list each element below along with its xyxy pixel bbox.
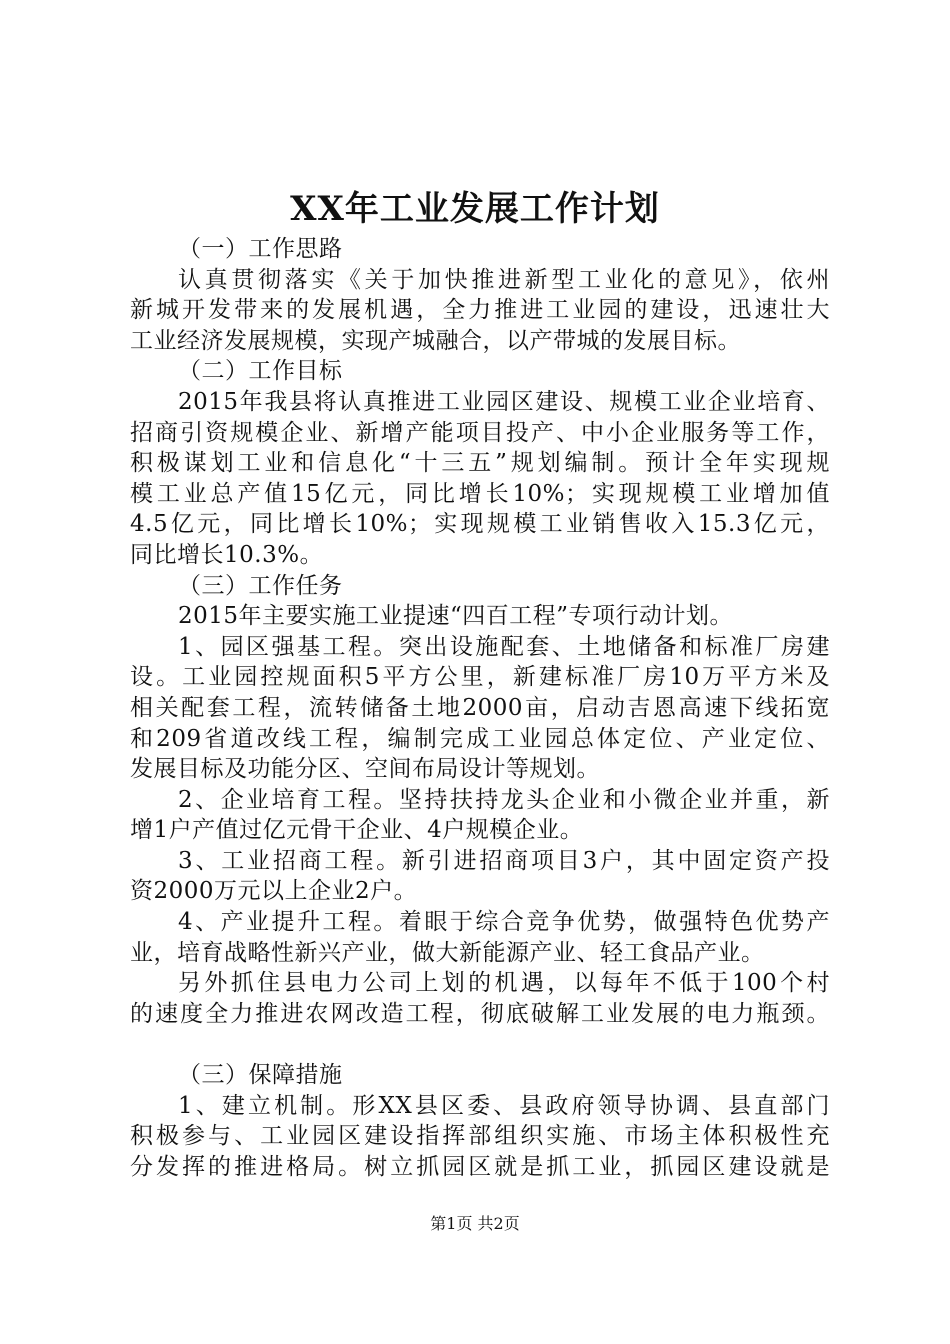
text-line: （一）工作思路 — [178, 236, 343, 262]
text-line: 相关配套工程，流转储备土地2000亩，启动吉恩高速下线拓宽 — [130, 694, 830, 721]
text-line: 1、建立机制。形XX县区委、县政府领导协调、县直部门 — [178, 1092, 830, 1119]
text-line: 发展目标及功能分区、空间布局设计等规划。 — [130, 756, 600, 783]
text-line: 增1户产值过亿元骨干企业、4户规模企业。 — [130, 817, 584, 844]
text-line: 业，培育战略性新兴产业，做大新能源产业、轻工食品产业。 — [130, 939, 765, 966]
text-line: 2015年我县将认真推进工业园区建设、规模工业企业培育、 — [178, 388, 830, 415]
text-line: 分发挥的推进格局。树立抓园区就是抓工业，抓园区建设就是 — [130, 1153, 830, 1180]
text-line: 认真贯彻落实《关于加快推进新型工业化的意见》，依州 — [178, 266, 830, 293]
text-line: 模工业总产值15亿元，同比增长10%；实现规模工业增加值 — [130, 480, 830, 507]
text-line: 资2000万元以上企业2户。 — [130, 878, 418, 905]
text-line: 同比增长10.3%。 — [130, 541, 324, 568]
text-line: 工业经济发展规模，实现产城融合，以产带城的发展目标。 — [130, 327, 741, 354]
paragraph-gap — [130, 1029, 830, 1060]
text-line: 招商引资规模企业、新增产能项目投产、中小企业服务等工作， — [130, 419, 830, 446]
text-line: （三）保障措施 — [178, 1062, 343, 1089]
text-line: 积极参与、工业园区建设指挥部组织实施、市场主体积极性充 — [130, 1123, 830, 1150]
text-line: 4.5亿元，同比增长10%；实现规模工业销售收入15.3亿元， — [130, 511, 830, 538]
page-footer: 第1页 共2页 — [430, 1214, 520, 1233]
text-line: （三）工作任务 — [178, 572, 343, 599]
text-line: 另外抓住县电力公司上划的机遇，以每年不低于100个村 — [178, 970, 830, 997]
text-line: 和209省道改线工程，编制完成工业园总体定位、产业定位、 — [130, 725, 830, 752]
text-line: 设。工业园控规面积5平方公里，新建标准厂房10万平方米及 — [130, 664, 830, 691]
text-line: 积极谋划工业和信息化“十三五”规划编制。预计全年实现规 — [130, 450, 830, 477]
text-line: 2015年主要实施工业提速“四百工程”专项行动计划。 — [178, 603, 734, 630]
text-line: 3、工业招商工程。新引进招商项目3户，其中固定资产投 — [178, 847, 830, 874]
text-line: 4、产业提升工程。着眼于综合竞争优势，做强特色优势产 — [178, 909, 830, 936]
text-line: 1、园区强基工程。突出设施配套、土地储备和标准厂房建 — [178, 633, 830, 660]
text-line: （二）工作目标 — [178, 358, 343, 385]
text-line: 的速度全力推进农网改造工程，彻底破解工业发展的电力瓶颈。 — [130, 1000, 830, 1027]
document-title: XX年工业发展工作计划 — [290, 189, 660, 229]
text-line: 2、企业培育工程。坚持扶持龙头企业和小微企业并重，新 — [178, 786, 830, 813]
document-body — [130, 234, 830, 1182]
text-line: 新城开发带来的发展机遇，全力推进工业园的建设，迅速壮大 — [130, 297, 830, 324]
